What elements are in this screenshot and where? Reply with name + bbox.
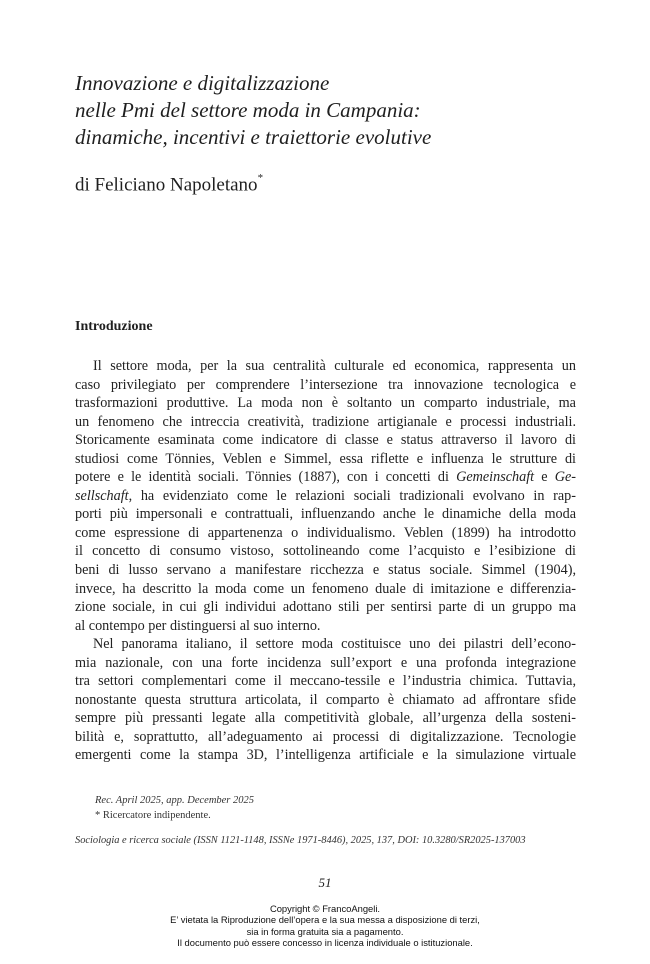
title-line: Innovazione e digitalizzazione <box>75 71 330 95</box>
text-line <box>75 487 576 506</box>
italic-term: Gemeinschaft <box>456 469 535 486</box>
copyright-line: sia in forma gratuita sia a pagamento. <box>246 925 404 937</box>
journal-citation: Sociologia e ricerca sociale (ISSN 1121-1148, ISSNe 1971-8446), 2025, 137, DOI: 10.3280/SR2025-137003 <box>75 835 526 846</box>
author-footnote: * Ricercatore indipendente. <box>95 810 211 821</box>
page-number: 51 <box>318 875 332 890</box>
text-line: al contempo per distinguersi al suo interno. <box>75 617 321 634</box>
title-line: dinamiche, incentivi e traiettorie evolutive <box>75 125 432 149</box>
text-segment: , ha evidenziato come le relazioni sociali tradizionali evolvano in rap- <box>128 487 576 504</box>
text-line: un fenomeno che intreccia creatività, tradizione artigianale e processi industriali. <box>75 413 576 430</box>
article-title <box>75 70 595 151</box>
body-text <box>75 357 576 765</box>
received-dates: Rec. April 2025, app. December 2025 <box>95 795 255 806</box>
text-line: zione sociale, in cui gli individui adottano stili per sentirsi parte di un gruppo ma <box>75 599 576 616</box>
text-segment: e <box>534 469 555 486</box>
text-line: porti più impersonali e contrattuali, influenzando anche le dinamiche della moda <box>75 506 576 523</box>
footnotes <box>95 793 254 823</box>
italic-term: Ge- <box>554 469 576 486</box>
text-line: trasformazioni produttive. La moda non è soltanto un comparto industriale, ma <box>75 395 576 412</box>
text-line <box>75 468 576 487</box>
text-line: bilità e, soprattutto, all’adeguamento ai processi di digitalizzazione. Tecnologie <box>75 728 576 745</box>
copyright-line: E’ vietata la Riproduzione dell’opera e la sua messa a disposizione di terzi, <box>170 914 480 926</box>
italic-term: sellschaft <box>75 487 129 504</box>
text-line: come espressione di appartenenza o individualismo. Veblen (1899) ha introdotto <box>75 524 576 541</box>
text-line: Storicamente esaminata come indicatore di classe e status attraverso il lavoro di <box>75 432 576 449</box>
text-line: sempre più pressanti legate alla competitività globale, all’urgenza della sosteni- <box>75 710 576 727</box>
text-line: emergenti come la stampa 3D, l’intelligenza artificiale e la simulazione virtuale <box>75 747 576 764</box>
author-footnote-mark: * <box>257 172 264 184</box>
copyright-line: Copyright © FrancoAngeli. <box>269 903 381 914</box>
text-line: mia nazionale, con una forte incidenza sull’export e una profonda integrazione <box>75 654 576 671</box>
copyright-line: Il documento può essere concesso in licenza individuale o istituzionale. <box>177 936 473 948</box>
text-line: studiosi come Tönnies, Veblen e Simmel, essa riflette e influenza le strutture di <box>75 450 576 467</box>
text-line: tra settori complementari come il meccano-tessile e l’industria chimica. Tuttavia, <box>75 673 576 690</box>
text-line: invece, ha descritto la moda come un fenomeno duale di imitazione e differenzia- <box>75 580 576 597</box>
title-line: nelle Pmi del settore moda in Campania: <box>75 98 421 122</box>
text-line: nonostante questa struttura articolata, il comparto è chiamato ad affrontare sfide <box>75 691 576 708</box>
text-line: Il settore moda, per la sua centralità culturale ed economica, rappresenta un <box>93 358 576 374</box>
text-line: il concetto di consumo vistoso, sottolineando come l’acquisto e l’esibizione di <box>75 543 576 560</box>
text-segment: potere e le identità sociali. Tönnies (1887), con i concetti di <box>75 469 449 486</box>
author-name: di Feliciano Napoletano <box>75 174 258 196</box>
author-line <box>75 168 263 197</box>
text-line: Nel panorama italiano, il settore moda costituisce uno dei pilastri dell’econo- <box>93 636 576 653</box>
text-line: caso privilegiato per comprendere l’intersezione tra innovazione tecnologica e <box>75 376 576 393</box>
section-heading: Introduzione <box>75 319 153 334</box>
copyright-notice <box>0 903 650 948</box>
text-line: beni di lusso servano a manifestare ricchezza e status sociale. Simmel (1904), <box>75 562 576 579</box>
